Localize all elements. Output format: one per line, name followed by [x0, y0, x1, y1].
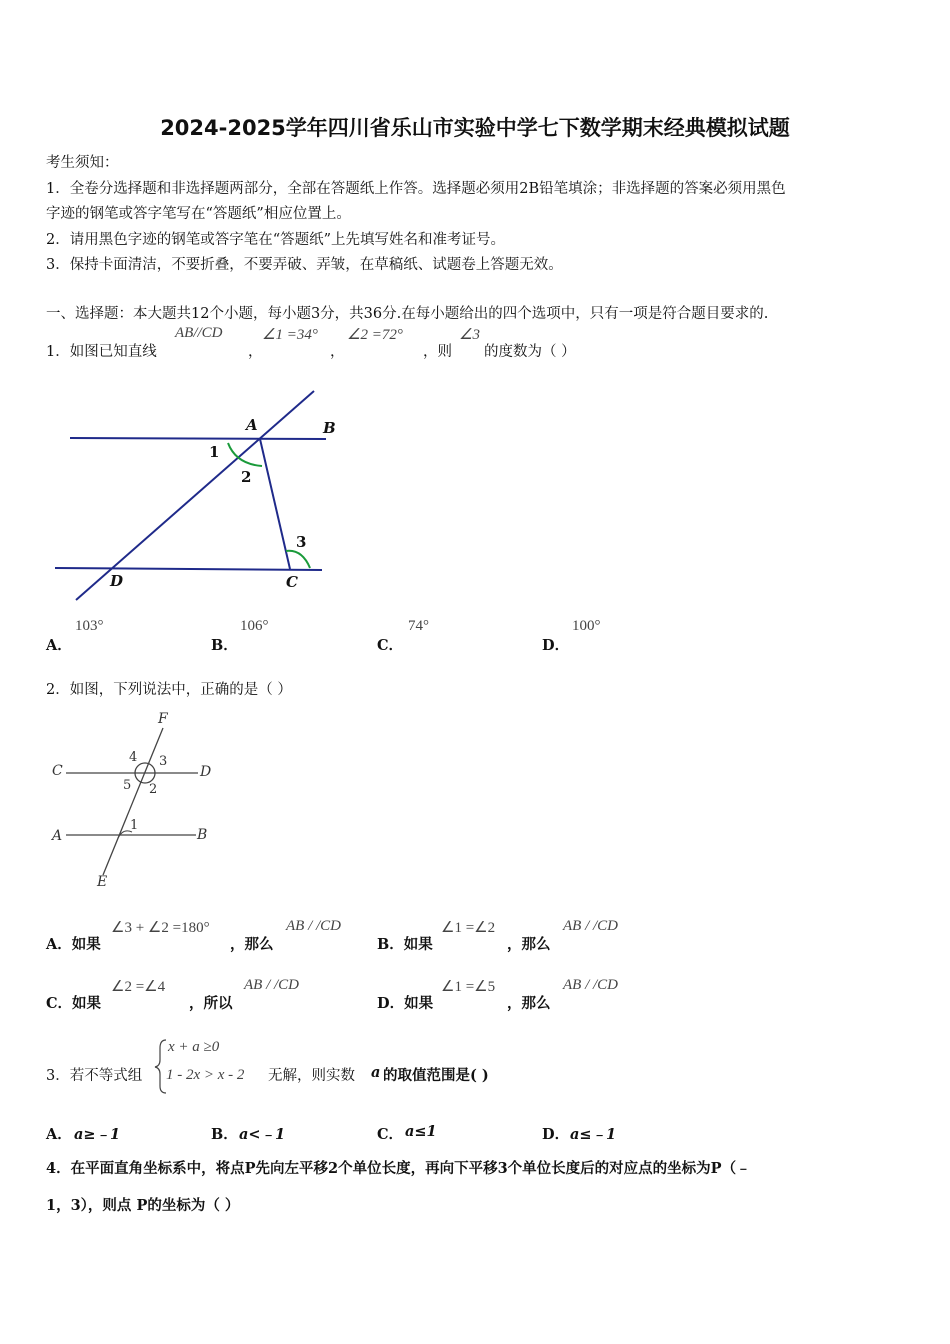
q1-option-a-value: 103° [75, 618, 104, 634]
q1-fig-label-D: D [110, 572, 124, 590]
q2-fig-angle-4: 4 [129, 750, 138, 765]
q3-option-c-value: a≤1 [405, 1123, 437, 1140]
q3-inequality-1: x + a ≥0 [168, 1039, 220, 1055]
q2-option-d-condition: ∠1 =∠5 [441, 979, 496, 995]
q2-option-c-then: ，所以 [189, 995, 233, 1012]
q1-fig-label-A: A [246, 416, 258, 434]
q3-option-b-value: a<﹣1 [239, 1126, 286, 1143]
q3-suffix: 无解，则实数 [268, 1068, 355, 1084]
notice-item-3: 3．保持卡面清洁，不要折叠，不要弄破、弄皱，在草稿纸、试题卷上答题无效。 [46, 257, 563, 273]
q3-option-c-label: C． [377, 1126, 404, 1143]
q3-variable: a [371, 1064, 381, 1081]
q3-option-a-label: A． [46, 1126, 72, 1143]
q3-option-b-label: B． [211, 1126, 238, 1143]
notice-item-2: 2．请用黑色字迹的钢笔或答字笔在“答题纸”上先填写姓名和准考证号。 [46, 232, 506, 248]
q2-option-b-result: AB / /CD [563, 918, 618, 934]
q2-fig-label-D: D [200, 764, 212, 780]
q1-option-d-value: 100° [572, 618, 601, 634]
q2-option-a-then: ，那么 [230, 936, 274, 953]
q3-suffix-2: 的取值范围是( ) [383, 1067, 489, 1084]
q1-fig-angle-1: 1 [209, 443, 220, 461]
q2-fig-angle-5: 5 [123, 778, 132, 793]
section-heading: 一、选择题：本大题共12个小题，每小题3分，共36分.在每小题给出的四个选项中，只有一项是符合题目要求的. [46, 306, 769, 322]
q1-sep: ， [330, 344, 345, 360]
notice-heading: 考生须知： [46, 155, 119, 171]
q1-option-b-value: 106° [240, 618, 269, 634]
q3-option-a-value: a≥﹣1 [74, 1126, 121, 1143]
q1-fig-label-C: C [286, 573, 298, 591]
q1-prefix: 1．如图已知直线 [46, 344, 157, 360]
q1-angle2-math: ∠2 =72° [347, 327, 403, 343]
q2-fig-label-C: C [52, 763, 63, 779]
q1-fig-label-B: B [323, 419, 336, 437]
q2-option-d-then: ，那么 [507, 995, 551, 1012]
q3-option-d-value: a≤﹣1 [570, 1126, 617, 1143]
q1-option-d-label: D． [542, 637, 570, 654]
q1-then: ，则 [423, 344, 452, 360]
q2-option-a-label: A．如果 [46, 936, 101, 953]
q1-fig-angle-3: 3 [296, 533, 307, 551]
q1-angle1-math: ∠1 =34° [262, 327, 318, 343]
q2-fig-angle-3: 3 [159, 754, 168, 769]
q1-option-c-value: 74° [408, 618, 429, 634]
q2-option-c-label: C．如果 [46, 995, 102, 1012]
q1-suffix: 的度数为（ ） [484, 344, 576, 360]
page-title: 2024-2025学年四川省乐山市实验中学七下数学期末经典模拟试题 [160, 116, 790, 140]
q2-option-b-label: B．如果 [377, 936, 433, 953]
q2-fig-angle-1: 1 [130, 818, 139, 833]
q2-fig-label-B: B [197, 827, 208, 843]
q1-parallel-math: AB//CD [175, 325, 223, 341]
notice-item-1: 1．全卷分选择题和非选择题两部分，全部在答题纸上作答。选择题必须用2B铅笔填涂；非选择题的答案必须用黑色 [46, 181, 786, 197]
q1-option-a-label: A． [46, 637, 72, 654]
q2-option-a-condition: ∠3 + ∠2 =180° [111, 920, 210, 936]
q1-fig-angle-2: 2 [241, 468, 252, 486]
q1-sep: ， [248, 344, 263, 360]
q2-fig-label-F: F [158, 711, 168, 727]
q1-option-b-label: B． [211, 637, 238, 654]
q3-option-d-label: D． [542, 1126, 570, 1143]
q2-option-c-condition: ∠2 =∠4 [111, 979, 166, 995]
q2-fig-label-A: A [52, 828, 63, 844]
q2-option-b-then: ，那么 [507, 936, 551, 953]
q2-option-b-condition: ∠1 =∠2 [441, 920, 496, 936]
q2-option-c-result: AB / /CD [244, 977, 299, 993]
q2-option-d-label: D．如果 [377, 995, 434, 1012]
q1-option-c-label: C． [377, 637, 404, 654]
notice-item-1-cont: 字迹的钢笔或答字笔写在“答题纸”相应位置上。 [46, 206, 351, 222]
q2-stem: 2．如图，下列说法中，正确的是（ ） [46, 682, 292, 698]
q1-angle3-math: ∠3 [459, 327, 480, 343]
q2-fig-label-E: E [97, 874, 108, 890]
q4-stem-line-2: 1，3），则点 P的坐标为（ ） [46, 1197, 240, 1214]
q2-option-a-result: AB / /CD [286, 918, 341, 934]
q2-fig-angle-2: 2 [149, 782, 158, 797]
q3-prefix: 3．若不等式组 [46, 1068, 143, 1084]
q2-option-d-result: AB / /CD [563, 977, 618, 993]
q3-inequality-2: 1 - 2x > x - 2 [166, 1067, 245, 1083]
q4-stem-line-1: 4．在平面直角坐标系中，将点P先向左平移2个单位长度，再向下平移3个单位长度后的对应点的坐标为P（﹣ [46, 1160, 751, 1177]
